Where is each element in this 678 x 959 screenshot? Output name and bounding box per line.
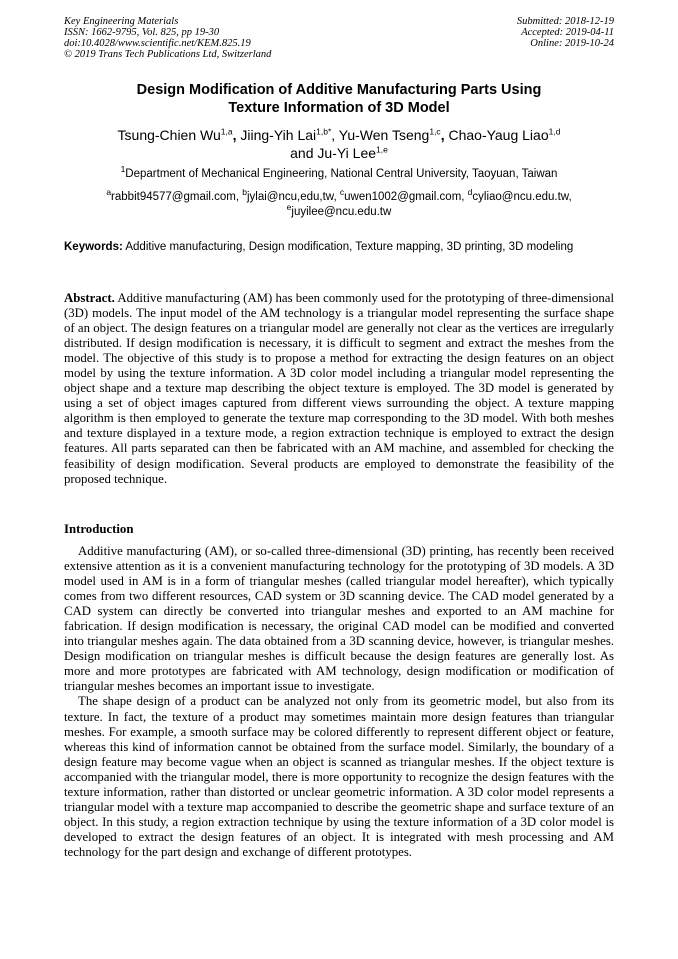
title-line-2: Texture Information of 3D Model bbox=[228, 100, 450, 116]
email-mark: e bbox=[286, 202, 292, 213]
doi: doi:10.4028/www.scientific.net/KEM.825.19 bbox=[64, 38, 251, 49]
affiliation-text: Department of Mechanical Engineering, National Central University, Taoyuan, Taiwan bbox=[125, 168, 558, 180]
email-separator: , bbox=[333, 191, 340, 203]
author-affil-mark: 1,c bbox=[429, 126, 441, 137]
introduction-body bbox=[64, 544, 614, 860]
online-date: Online: 2019-10-24 bbox=[530, 38, 614, 49]
author-name: Chao-Yaug Liao bbox=[448, 127, 549, 143]
email-address: juyilee@ncu.edu.tw bbox=[291, 206, 392, 218]
author-affil-mark: 1,b* bbox=[316, 126, 332, 137]
author-separator: , bbox=[440, 127, 449, 143]
email-address: cyliao@ncu.edu.tw bbox=[472, 191, 569, 203]
affiliation bbox=[64, 164, 614, 181]
author-emails bbox=[64, 187, 614, 220]
email-mark: a bbox=[106, 187, 112, 198]
paper-title bbox=[64, 81, 614, 117]
issn-volume: ISSN: 1662-9795, Vol. 825, pp 19-30 bbox=[64, 27, 220, 38]
keywords bbox=[64, 240, 614, 255]
paragraph: The shape design of a product can be analyzed not only from its geometric model, but also from its texture. In fact, the texture of a product may sometimes maintain more design features than triangular meshes. For example, a smooth surface may be colored differently to represent different object or feature, whereas this kind of information cannot be obtained from the surface model. Similarly, the boundary of a design feature may become vague when an object is scanned as triangular meshes. If the object texture is accompanied with the triangular model, there is more opportunity to recognize the design features with the texture information, rather than distorted or unclear geometric information. A 3D color model represents a triangular model with a texture map accompanied to describe the geometric shape and surface texture of an object. In this study, a region extraction technique by using the texture information of a 3D color model is developed to extract the design features of an object. It is integrated with mesh processing and AM technology for the part design and exchange of different prototypes. bbox=[64, 694, 614, 859]
email-separator: , bbox=[235, 191, 243, 203]
abstract-label: Abstract. bbox=[64, 291, 115, 305]
email-address: rabbit94577@gmail.com bbox=[111, 191, 236, 203]
author-list bbox=[64, 126, 614, 162]
author-separator: , bbox=[232, 127, 241, 143]
title-line-1: Design Modification of Additive Manufacturing Parts Using bbox=[136, 82, 542, 98]
section-heading-introduction: Introduction bbox=[64, 522, 134, 536]
email-address: uwen1002@gmail.com bbox=[344, 191, 462, 203]
publication-dates bbox=[517, 16, 614, 49]
author-name: Tsung-Chien Wu bbox=[117, 127, 221, 143]
email-separator: , bbox=[461, 191, 468, 203]
email-separator: , bbox=[568, 191, 572, 203]
abstract-text: Additive manufacturing (AM) has been commonly used for the prototyping of three-dimensional (3D) models. The input model of the AM technology is a triangular model representing the surface shape of an object. The design features on a triangular model are generally not clear as the vertices are irregularly distributed. If design modification is necessary, it is difficult to segment and extract the meshes from the model. The objective of this study is to propose a method for extracting the design features on an object model by using the texture information. A 3D color model including a triangular model representing the object shape and a texture map describing the object texture is employed. The 3D model is generated by using a set of object images captured from different views surrounding the object. A texture mapping algorithm is then employed to generate the texture map corresponding to the 3D model. With both meshes and texture displayed in a texture mode, a region extraction technique is employed to extract the design features. All parts separated can then be fabricated with an AM machine, and assembled for checking the feasibility of design modification. Several products are employed to demonstrate the feasibility of the proposed technique. bbox=[64, 291, 614, 486]
journal-name: Key Engineering Materials bbox=[64, 16, 179, 27]
author-affil-mark: 1,d bbox=[548, 126, 561, 137]
journal-header bbox=[64, 16, 271, 60]
email-mark: c bbox=[339, 187, 345, 198]
copyright: © 2019 Trans Tech Publications Ltd, Switzerland bbox=[64, 49, 272, 60]
author-name: Jiing-Yih Lai bbox=[240, 127, 317, 143]
email-address: jylai@ncu,edu,tw bbox=[247, 191, 334, 203]
email-mark: b bbox=[242, 187, 247, 198]
author-name: and Ju-Yi Lee bbox=[290, 145, 377, 161]
accepted-date: Accepted: 2019-04-11 bbox=[521, 27, 614, 38]
abstract bbox=[64, 291, 614, 487]
submitted-date: Submitted: 2018-12-19 bbox=[516, 16, 614, 27]
author-affil-mark: 1,e bbox=[376, 144, 388, 155]
author-affil-mark: 1,a bbox=[220, 126, 233, 137]
keywords-label: Keywords: bbox=[64, 241, 123, 253]
email-mark: d bbox=[467, 187, 473, 198]
author-name: Yu-Wen Tseng bbox=[338, 127, 430, 143]
keywords-text: Additive manufacturing, Design modification, Texture mapping, 3D printing, 3D modeling bbox=[125, 241, 574, 253]
paragraph: Additive manufacturing (AM), or so-called three-dimensional (3D) printing, has recently been received extensive attention as it is a convenient manufacturing technology for the prototyping of 3D models. A 3D model used in AM is in a form of triangular meshes (called triangular model hereafter), which typically comes from two different resources, CAD system or 3D scanning device. The CAD model generated by a CAD system can directly be converted into triangular meshes and exported to an AM machine for fabrication. If design modification is necessary, the original CAD model can be modified and converted into triangular meshes again. The data obtained from a 3D scanning device, however, is triangular meshes. Design modification on triangular meshes is difficult because the design features are generally lost. As more and more prototypes are fabricated with AM technology, design modification or modification of triangular meshes becomes an important issue to investigate. bbox=[64, 544, 614, 694]
author-separator: , bbox=[331, 127, 339, 143]
affiliation-mark: 1 bbox=[120, 164, 126, 175]
